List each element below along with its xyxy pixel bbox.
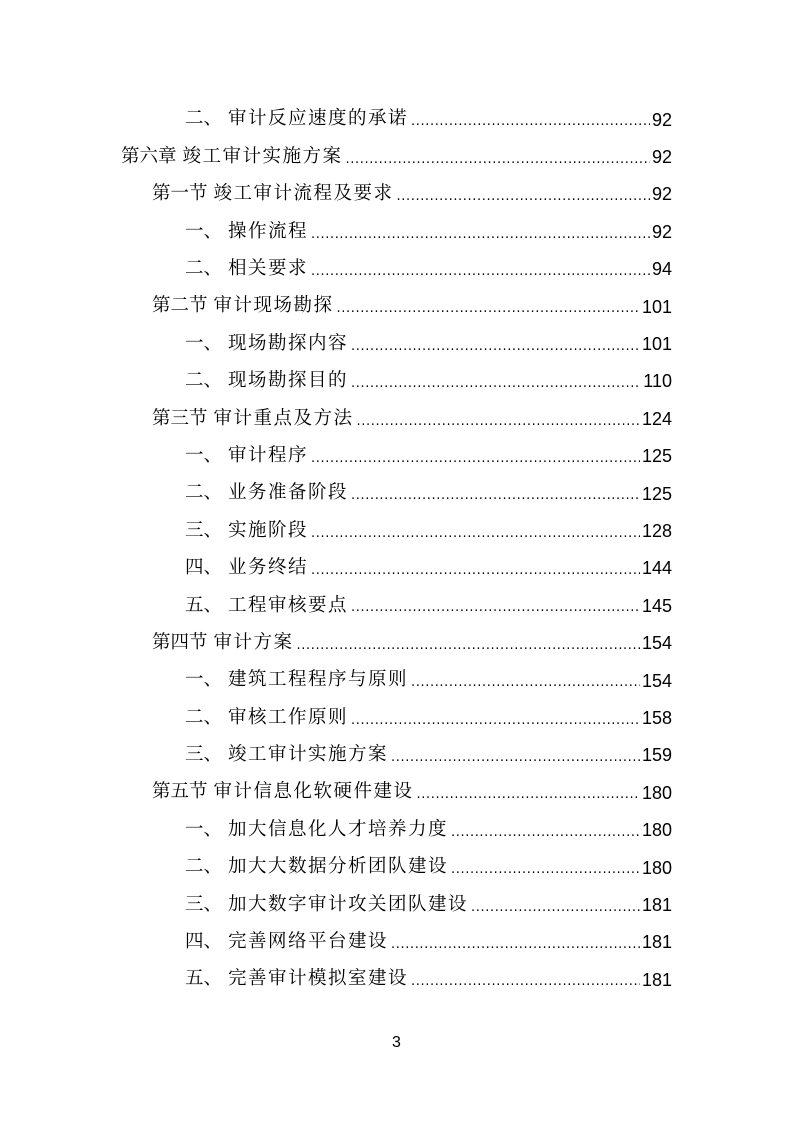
toc-entry-page: 92 bbox=[651, 147, 672, 168]
toc-dot-leader bbox=[351, 377, 641, 400]
toc-entry[interactable] bbox=[0, 737, 672, 774]
toc-entry-number: 第五节 bbox=[152, 781, 208, 803]
toc-entry-page: 94 bbox=[651, 259, 672, 280]
toc-dot-leader bbox=[411, 676, 640, 699]
toc-entry-title: 相关要求 bbox=[228, 258, 309, 279]
toc-dot-leader bbox=[346, 153, 650, 176]
toc-entry-number: 第六章 bbox=[121, 145, 177, 167]
toc-entry[interactable] bbox=[0, 699, 672, 736]
toc-entry[interactable] bbox=[0, 961, 672, 998]
toc-entry[interactable] bbox=[0, 886, 672, 923]
toc-entry-title: 加大数字审计攻关团队建设 bbox=[228, 893, 469, 915]
toc-entry-page: 128 bbox=[641, 520, 672, 541]
toc-entry-page: 181 bbox=[641, 932, 672, 953]
toc-dot-leader bbox=[351, 714, 640, 737]
toc-entry[interactable] bbox=[0, 774, 672, 811]
toc-entry-page: 180 bbox=[641, 820, 672, 841]
toc-dot-leader bbox=[451, 826, 640, 849]
toc-entry-title: 操作流程 bbox=[228, 220, 309, 242]
toc-entry-number: 一、 bbox=[185, 332, 223, 354]
toc-entry-number: 一、 bbox=[185, 669, 223, 691]
toc-entry-number: 二、 bbox=[185, 706, 223, 728]
toc-entry-title: 审核工作原则 bbox=[228, 706, 349, 728]
toc-entry-page: 110 bbox=[643, 371, 672, 392]
toc-entry-title: 完善审计模拟室建设 bbox=[228, 968, 409, 990]
toc-dot-leader bbox=[397, 190, 650, 213]
toc-entry[interactable] bbox=[0, 587, 672, 624]
toc-entry[interactable] bbox=[0, 811, 672, 848]
toc-dot-leader bbox=[351, 340, 640, 363]
toc-entry[interactable] bbox=[0, 325, 672, 362]
toc-dot-leader bbox=[471, 901, 640, 924]
toc-entry[interactable] bbox=[0, 512, 672, 549]
toc-entry-title: 竣工审计流程及要求 bbox=[213, 183, 394, 205]
toc-entry[interactable] bbox=[0, 176, 672, 213]
toc-entry-number: 三、 bbox=[185, 519, 223, 541]
toc-entry[interactable] bbox=[0, 363, 672, 400]
toc-dot-leader bbox=[337, 302, 640, 325]
toc-entry-page: 180 bbox=[641, 857, 672, 878]
toc-entry-page: 125 bbox=[641, 483, 672, 504]
toc-entry-title: 建筑工程程序与原则 bbox=[228, 669, 409, 691]
toc-entry-page: 154 bbox=[641, 633, 672, 654]
toc-entry-title: 竣工审计实施方案 bbox=[228, 744, 389, 766]
toc-dot-leader bbox=[391, 751, 640, 774]
toc-entry-page: 159 bbox=[641, 745, 672, 766]
toc-dot-leader bbox=[391, 938, 640, 961]
toc-entry-title: 审计反应速度的承诺 bbox=[228, 108, 409, 130]
toc-dot-leader bbox=[311, 265, 650, 288]
toc-entry[interactable] bbox=[0, 849, 672, 886]
toc-entry-page: 144 bbox=[641, 558, 672, 579]
toc-entry-title: 业务终结 bbox=[228, 557, 309, 579]
toc-entry-number: 四、 bbox=[185, 931, 223, 953]
toc-entry-number: 三、 bbox=[185, 744, 223, 766]
toc-entry-title: 现场勘探内容 bbox=[228, 332, 349, 354]
toc-entry[interactable] bbox=[0, 624, 672, 661]
toc-entry-page: 101 bbox=[641, 334, 672, 355]
toc-entry-page: 92 bbox=[651, 221, 672, 242]
toc-entry-title: 竣工审计实施方案 bbox=[182, 145, 343, 167]
toc-entry-page: 181 bbox=[641, 894, 672, 915]
toc-entry-title: 业务准备阶段 bbox=[228, 482, 349, 504]
toc-entry[interactable] bbox=[0, 251, 672, 288]
toc-entry[interactable] bbox=[0, 400, 672, 437]
toc-entry[interactable] bbox=[0, 138, 672, 175]
toc-entry-title: 审计现场勘探 bbox=[213, 295, 334, 317]
toc-entry-page: 158 bbox=[641, 707, 672, 728]
toc-dot-leader bbox=[411, 115, 650, 138]
toc-entry-number: 第二节 bbox=[152, 295, 208, 317]
toc-entry-page: 180 bbox=[641, 782, 672, 803]
toc-dot-leader bbox=[451, 863, 640, 886]
toc-entry[interactable] bbox=[0, 438, 672, 475]
toc-entry-title: 工程审核要点 bbox=[228, 594, 349, 616]
toc-entry-title: 完善网络平台建设 bbox=[228, 931, 389, 953]
toc-entry-number: 二、 bbox=[185, 108, 223, 130]
toc-entry-page: 101 bbox=[641, 296, 672, 317]
toc-entry-number: 第一节 bbox=[152, 183, 208, 205]
toc-dot-leader bbox=[311, 527, 640, 550]
toc-entry-number: 第三节 bbox=[152, 407, 208, 429]
toc-dot-leader bbox=[351, 601, 640, 624]
toc-entry[interactable] bbox=[0, 288, 672, 325]
toc-entry-number: 第四节 bbox=[152, 631, 208, 653]
toc-entry-number: 一、 bbox=[185, 220, 223, 242]
toc-entry-number: 四、 bbox=[185, 557, 223, 579]
toc-entry[interactable] bbox=[0, 662, 672, 699]
toc-dot-leader bbox=[311, 452, 640, 475]
toc-entry-title: 审计信息化软硬件建设 bbox=[213, 781, 414, 803]
toc-entry-page: 124 bbox=[641, 408, 672, 429]
table-of-contents bbox=[0, 101, 793, 998]
toc-entry-title: 审计重点及方法 bbox=[213, 407, 354, 429]
page-number: 3 bbox=[392, 1034, 401, 1051]
toc-dot-leader bbox=[417, 788, 640, 811]
toc-entry-title: 审计程序 bbox=[228, 444, 309, 466]
toc-entry-title: 现场勘探目的 bbox=[228, 370, 349, 392]
toc-dot-leader bbox=[297, 639, 640, 662]
toc-entry-page: 92 bbox=[651, 184, 672, 205]
toc-entry-number: 五、 bbox=[185, 968, 223, 990]
toc-entry-number: 五、 bbox=[185, 594, 223, 616]
toc-entry[interactable] bbox=[0, 213, 672, 250]
toc-dot-leader bbox=[311, 228, 650, 251]
toc-entry-page: 92 bbox=[651, 109, 672, 130]
toc-entry-page: 154 bbox=[641, 670, 672, 691]
toc-entry-title: 加大信息化人才培养力度 bbox=[228, 818, 449, 840]
toc-entry-title: 加大大数据分析团队建设 bbox=[228, 856, 449, 878]
toc-entry-number: 二、 bbox=[185, 482, 223, 504]
toc-entry-page: 181 bbox=[641, 969, 672, 990]
toc-entry-page: 145 bbox=[641, 595, 672, 616]
toc-entry[interactable] bbox=[0, 924, 672, 961]
toc-entry-number: 二、 bbox=[185, 370, 223, 392]
toc-entry-number: 一、 bbox=[185, 444, 223, 466]
toc-entry-number: 二、 bbox=[185, 856, 223, 878]
toc-entry-number: 一、 bbox=[185, 818, 223, 840]
toc-entry-title: 实施阶段 bbox=[228, 519, 309, 541]
toc-dot-leader bbox=[351, 489, 640, 512]
toc-entry[interactable] bbox=[0, 475, 672, 512]
toc-entry-number: 三、 bbox=[185, 893, 223, 915]
toc-dot-leader bbox=[311, 564, 640, 587]
toc-entry[interactable] bbox=[0, 550, 672, 587]
toc-dot-leader bbox=[357, 415, 640, 438]
toc-dot-leader bbox=[411, 975, 640, 998]
toc-entry[interactable] bbox=[0, 101, 672, 138]
toc-entry-title: 审计方案 bbox=[213, 631, 294, 653]
toc-entry-number: 二、 bbox=[185, 258, 223, 279]
toc-entry-page: 125 bbox=[641, 446, 672, 467]
